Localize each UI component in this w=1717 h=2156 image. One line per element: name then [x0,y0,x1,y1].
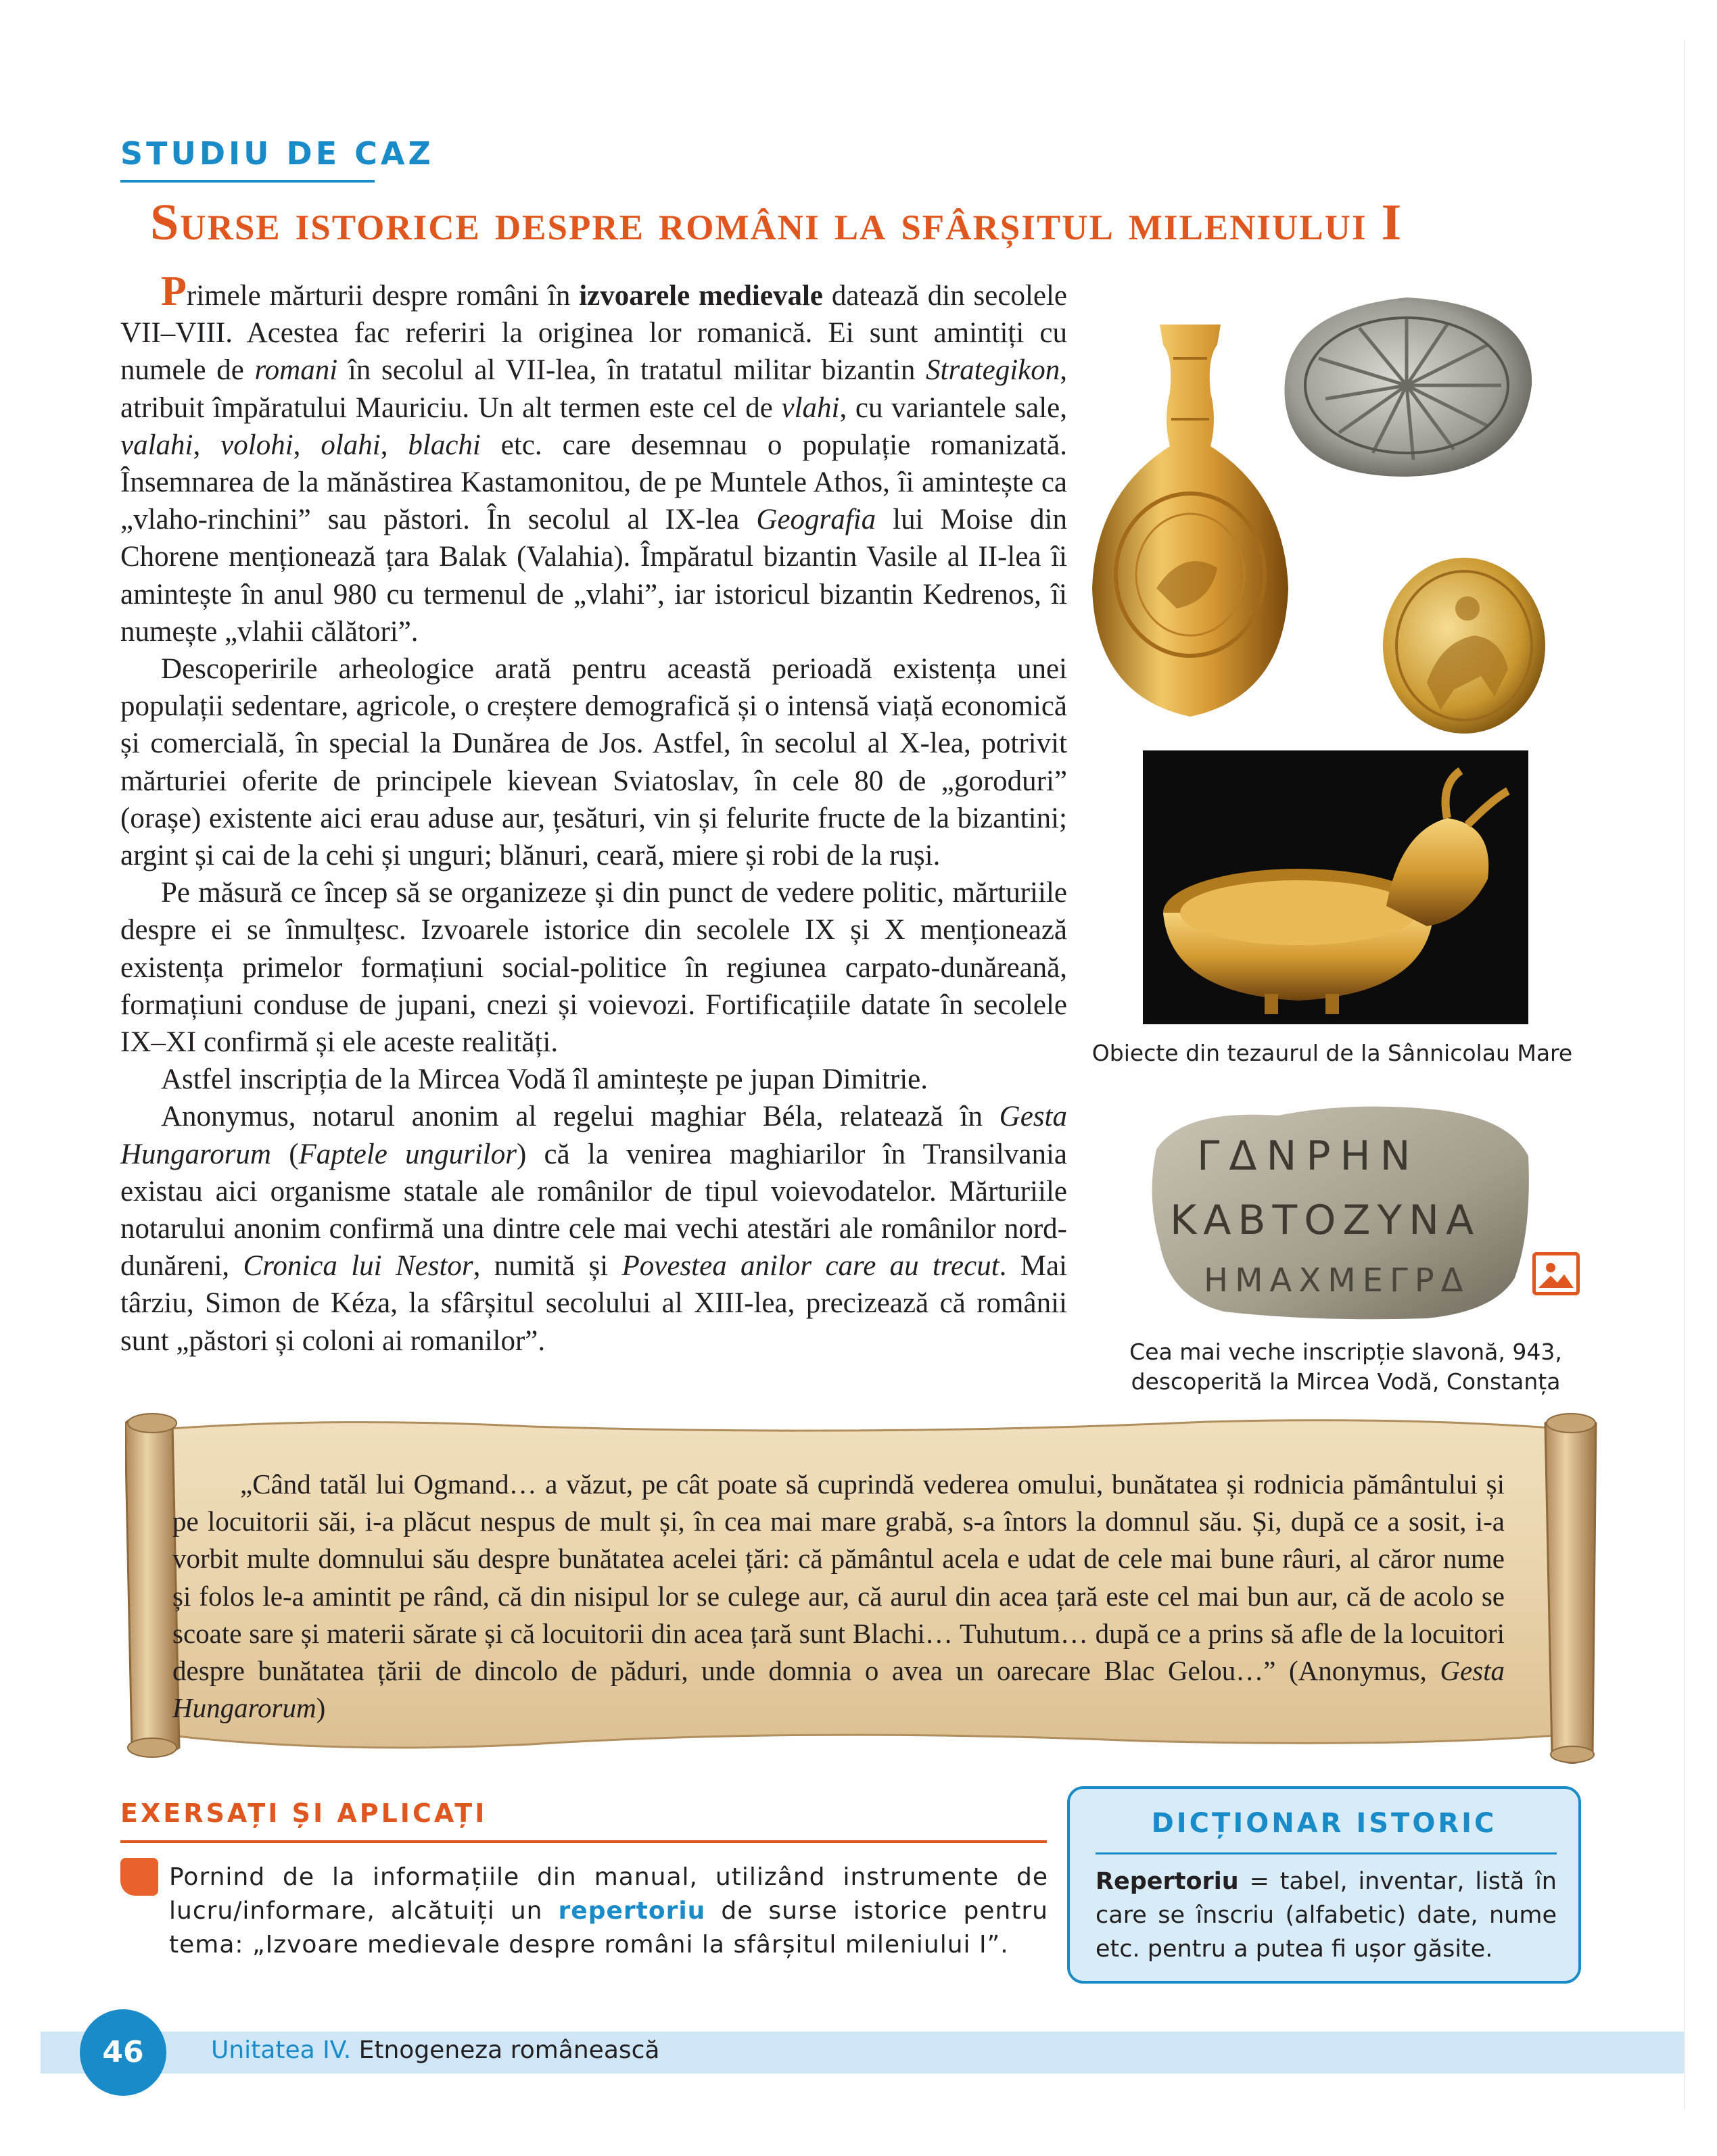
article-paragraph-2: Descoperirile arheologice arată pentru această perioadă existența unei populații sedentare, agricole, o creștere demografică și o intensă viață economică și comercială, în special la Dunărea de Jos. Astfel, în secolul al X-lea, potrivit mărturiei oferite de principele kievean Sviatoslav, în cele 80 de „goroduri” (orașe) existente aici erau aduse aur, țesături, vin și felurite fructe de la bizantini; argint și cai de la cehi și unguri; blănuri, ceară, miere și robi de la ruși. [120,653,1067,872]
exercise-marker-icon [120,1858,158,1896]
article-paragraph-5: Anonymus, notarul anonim al regelui maghiar Béla, relatează în Gesta Hungarorum (Faptele ungurilor) că la venirea maghiarilor în Transilvania existau aici organisme statale ale românilor de tipul voievodatelor. Mărturiile notarului anonim confirmă una dintre cele mai vechi atestări ale românilor nord-dunăreni, Cronica lui Nestor, numită și Povestea anilor care au trecut. Mai târziu, Simon de Kéza, la sfârșitul secolului al XIII-lea, precizează că românii sunt „păstori și coloni ai romanilor”. [120,1101,1068,1357]
treasure-caption: Obiecte din tezaurul de la Sânnicolau Mare [1091,1040,1573,1066]
quote-paragraph: „Când tatăl lui Ogmand… a văzut, pe cât poate să cuprindă vederea omului, bunătatea și rodnicia pământului și pe locuitorii săi, i-a plăcut nespus de mult și, în cea mai mare grabă, s-a întors la domnul său. Și, după ce a sosit, i-a vorbit multe domnului său despre bunătatea acelei țări: că pământul acela e udat de cele mai bune râuri, al căror nume și folos le-a amintit pe rând, că din nisipul lor se culege aur, că aurul din acea țară este cel mai bun aur, că de acolo se scoate sare și materii sărate și că locuitorii din acea țară sunt Blachi… Tuhutum… după ce a prins să afle de la locuitori despre bunătatea țării de dincolo de păduri, unde domnia o avea un oarecare Blac Gelou…” (Anonymus, Gesta Hungarorum) [172,1468,1505,1724]
dictionary-definition: Repertoriu = tabel, inventar, listă în care se înscriu (alfabetic) date, nume etc. pentru a putea fi ușor găsite. [1096,1868,1557,1963]
stone-inscription-photo [1143,1095,1535,1325]
silver-dish-photo [1271,284,1542,487]
article-paragraph-3: Pe măsură ce încep să se organizeze și din punct de vedere politic, mărturiile despre ei se înmulțesc. Izvoarele istorice din secolele IX și X menționează existența primelor formațiuni social-politice în regiunea carpato-dunăreană, formațiuni conduse de jupani, cnezi și voievozi. Fortificațiile datate în secolele IX–XI confirmă și ele aceste realități. [120,877,1067,1059]
inscription-caption [1082,1337,1609,1397]
article-paragraph-1: Primele mărturii despre români în izvoarele medievale datează din secolele VII–VIII. Acestea fac referiri la originea lor romanică. Ei sunt amintiți cu numele de romani în secolul al VII-lea, în tratatul militar bizantin Strategikon, atribuit împăratului Mauriciu. Un alt termen este cel de vlahi, cu variantele sale, valahi, volohi, olahi, blachi etc. care desemnau o populație romanizată. Însemnarea de la mănăstirea Kastamonitou, de pe Muntele Athos, îi amintește ca „vlaho-rinchini” sau păstori. În secolul al IX-lea Geografia lui Moise din Chorene menționează țara Balak (Valahia). Împăratul bizantin Vasile al II-lea îi amintește în anul 980 cu termenul de „vlahi”, iar istoricul bizantin Kedrenos, îi numește „vlahii călători”. [120,268,1068,648]
dictionary-underline [1096,1852,1557,1854]
page-number: 46 [80,2009,166,2096]
page-edge-rule [1684,41,1685,2109]
dictionary-box [1067,1786,1581,1984]
inscription-line-1: ΓΔΝΡΗΝ [1197,1132,1420,1180]
footer-unit-label: Unitatea IV. Etnogeneza românească [211,2036,660,2064]
gold-medallion-photo [1380,554,1549,737]
image-icon[interactable] [1532,1252,1580,1295]
section-kicker: STUDIU DE CAZ [120,135,434,172]
inscription-line-2: ΚΑΒΤΟΖΥΝΑ [1170,1197,1481,1244]
drop-cap: P [161,268,187,314]
article-paragraph-4: Astfel inscripția de la Mircea Vodă îl amintește pe jupan Dimitrie. [161,1063,928,1096]
exercise-title: EXERSAȚI ȘI APLICAȚI [120,1798,488,1828]
quote-text [172,1466,1505,1727]
exercise-underline [120,1840,1047,1843]
inscription-caption-line-1: Cea mai veche inscripție slavonă, 943, [1129,1339,1562,1365]
article-body [120,268,1068,1360]
kicker-underline [120,180,375,183]
inscription-caption-line-2: descoperită la Mircea Vodă, Constanța [1131,1368,1561,1395]
golden-vase-photo [1082,318,1298,723]
inscription-line-3: ΗΜΑΧΜΕΓΡΔ [1204,1262,1470,1299]
exercise-text: Pornind de la informațiile din manual, utilizând instrumente de lucru/informare, alcătuiți un repertoriu de surse istorice pentru tema: „Izvoare medievale despre români la sfârșitul mileniului I”. [169,1863,1048,1959]
page-title: Surse istorice despre români la sfârșitul mileniului I [150,194,1403,251]
golden-bowl-photo [1143,750,1528,1024]
dictionary-title: DICȚIONAR ISTORIC [1151,1808,1497,1839]
